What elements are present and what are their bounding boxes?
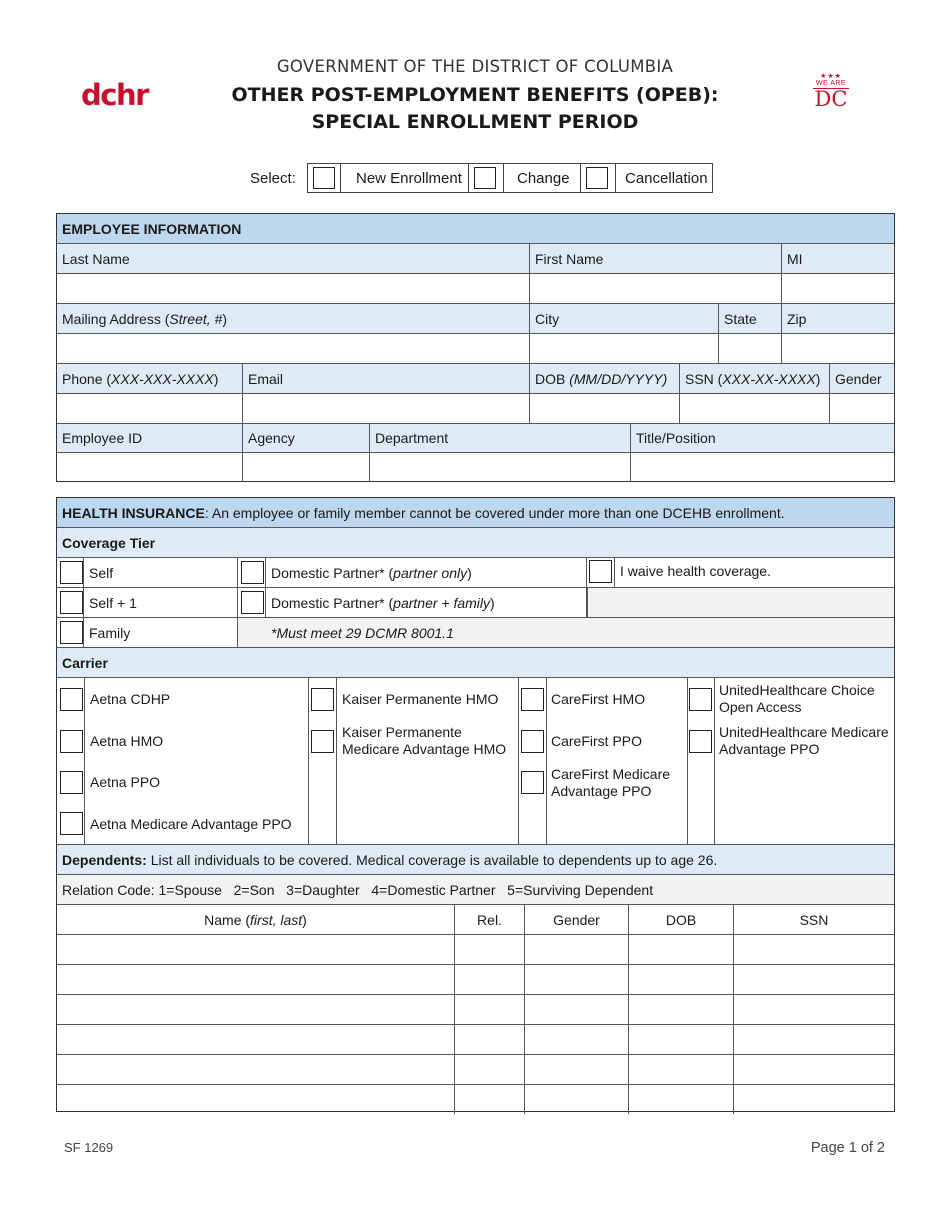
select-label: Select:	[250, 170, 296, 187]
domestic-partner-only-checkbox[interactable]	[241, 561, 264, 584]
aetna-hmo-checkbox[interactable]	[60, 730, 83, 753]
carefirst-ppo-label: CareFirst PPO	[551, 733, 643, 749]
kaiser-hmo-label: Kaiser Permanente HMO	[342, 691, 499, 707]
last-name-field[interactable]	[57, 274, 530, 303]
gender-field[interactable]	[830, 394, 894, 423]
change-label: Change	[517, 170, 570, 187]
dependent-rel-header: Rel.	[455, 905, 525, 934]
dependent-rel-field[interactable]	[455, 1085, 525, 1114]
dependent-name-field[interactable]	[57, 1025, 455, 1054]
title-position-field[interactable]	[631, 453, 894, 482]
carefirst-hmo-checkbox[interactable]	[521, 688, 544, 711]
ssn-field[interactable]	[680, 394, 830, 423]
government-heading: GOVERNMENT OF THE DISTRICT OF COLUMBIA	[276, 57, 674, 76]
dependent-name-field[interactable]	[57, 1085, 455, 1114]
dependent-dob-field[interactable]	[629, 1085, 734, 1114]
dependent-gender-field[interactable]	[525, 965, 629, 994]
dependent-rel-field[interactable]	[455, 935, 525, 964]
dependent-name-field[interactable]	[57, 995, 455, 1024]
we-are-dc-logo	[813, 73, 849, 110]
carefirst-medicare-advantage-ppo-checkbox[interactable]	[521, 771, 544, 794]
dependent-dob-field[interactable]	[629, 965, 734, 994]
aetna-ppo-label: Aetna PPO	[90, 774, 161, 790]
last-name-label: Last Name	[57, 244, 530, 273]
department-label: Department	[370, 424, 631, 452]
gender-label: Gender	[835, 370, 882, 387]
cancellation-label: Cancellation	[625, 170, 708, 187]
employee-information-table	[56, 213, 895, 482]
waive-coverage-label: I waive health coverage.	[620, 563, 771, 579]
waive-shaded-area	[587, 588, 894, 617]
dependent-ssn-field[interactable]	[734, 1085, 894, 1114]
dependent-dob-field[interactable]	[629, 995, 734, 1024]
aetna-medicare-advantage-ppo-label: Aetna Medicare Advantage PPO	[90, 816, 292, 832]
dependent-gender-field[interactable]	[525, 1085, 629, 1114]
carefirst-ppo-checkbox[interactable]	[521, 730, 544, 753]
carefirst-hmo-label: CareFirst HMO	[551, 691, 646, 707]
carefirst-medicare-advantage-ppo-label: CareFirst Medicare Advantage PPO	[551, 766, 671, 799]
phone-field[interactable]	[57, 394, 243, 423]
health-insurance-heading: HEALTH INSURANCE : An employee or family member cannot be covered under more than one DCEHB enrollment.	[62, 504, 785, 521]
family-checkbox[interactable]	[60, 621, 83, 644]
kaiser-medicare-advantage-hmo-label: Kaiser Permanente Medicare Advantage HMO	[342, 724, 507, 757]
mi-field[interactable]	[782, 274, 894, 303]
dependent-gender-field[interactable]	[525, 995, 629, 1024]
dependent-row	[57, 1025, 894, 1055]
kaiser-hmo-checkbox[interactable]	[311, 688, 334, 711]
agency-label: Agency	[243, 424, 370, 452]
form-number: SF 1269	[64, 1140, 114, 1155]
agency-field[interactable]	[243, 453, 370, 482]
dependent-rel-field[interactable]	[455, 1055, 525, 1084]
self-plus-one-label: Self + 1	[84, 588, 238, 617]
dependent-dob-field[interactable]	[629, 1025, 734, 1054]
employee-info-heading: EMPLOYEE INFORMATION	[62, 220, 242, 237]
self-label: Self	[84, 558, 238, 588]
first-name-field[interactable]	[530, 274, 782, 303]
dob-field[interactable]	[530, 394, 680, 423]
dependent-dob-field[interactable]	[629, 935, 734, 964]
health-insurance-table	[56, 497, 895, 1112]
mailing-address-field[interactable]	[57, 334, 530, 363]
dependent-gender-field[interactable]	[525, 1025, 629, 1054]
mailing-address-label: Mailing Address ( Street, # )	[57, 304, 530, 333]
aetna-cdhp-label: Aetna CDHP	[90, 691, 171, 707]
dependent-name-field[interactable]	[57, 1055, 455, 1084]
logo-main-text: DC	[814, 87, 848, 111]
aetna-cdhp-checkbox[interactable]	[60, 688, 83, 711]
uhc-choice-open-access-label: UnitedHealthcare Choice Open Access	[719, 682, 875, 715]
dob-label: DOB (MM/DD/YYYY)	[530, 364, 680, 393]
dependent-gender-field[interactable]	[525, 1055, 629, 1084]
dependent-ssn-field[interactable]	[734, 1055, 894, 1084]
title-position-label: Title/Position	[636, 430, 716, 446]
city-field[interactable]	[530, 334, 719, 363]
cancellation-checkbox[interactable]	[586, 167, 608, 189]
dependent-rel-field[interactable]	[455, 1025, 525, 1054]
department-field[interactable]	[370, 453, 631, 482]
email-label: Email	[243, 364, 530, 393]
relation-code-legend: Relation Code: 1=Spouse 2=Son 3=Daughter 4=Domestic Partner 5=Surviving Dependent	[62, 881, 654, 898]
aetna-hmo-label: Aetna HMO	[90, 733, 164, 749]
email-field[interactable]	[243, 394, 530, 423]
dependent-ssn-field[interactable]	[734, 1025, 894, 1054]
state-field[interactable]	[719, 334, 782, 363]
logo-top-text: WE ARE	[813, 80, 849, 89]
domestic-partner-only-label: Domestic Partner* ( partner only )	[266, 558, 587, 588]
dependent-ssn-header: SSN	[799, 911, 829, 928]
dependent-row	[57, 965, 894, 995]
kaiser-medicare-advantage-hmo-checkbox[interactable]	[311, 730, 334, 753]
aetna-ppo-checkbox[interactable]	[60, 771, 83, 794]
state-label: State	[719, 304, 782, 333]
change-checkbox[interactable]	[474, 167, 496, 189]
domestic-partner-family-label: Domestic Partner* ( partner + family )	[266, 588, 587, 617]
form-title-line1: OTHER POST-EMPLOYMENT BENEFITS (OPEB):	[231, 84, 719, 106]
aetna-medicare-advantage-ppo-checkbox[interactable]	[60, 812, 83, 835]
uhc-medicare-advantage-ppo-label: UnitedHealthcare Medicare Advantage PPO	[719, 724, 889, 757]
self-plus-one-checkbox[interactable]	[60, 591, 83, 614]
uhc-choice-open-access-checkbox[interactable]	[689, 688, 712, 711]
employee-id-field[interactable]	[57, 453, 243, 482]
dependent-gender-header: Gender	[525, 905, 629, 934]
new-enrollment-checkbox[interactable]	[313, 167, 335, 189]
dependent-name-field[interactable]	[57, 965, 455, 994]
dependent-ssn-field[interactable]	[734, 965, 894, 994]
dependent-dob-field[interactable]	[629, 1055, 734, 1084]
dependent-name-field[interactable]	[57, 935, 455, 964]
dependent-rel-field[interactable]	[455, 965, 525, 994]
dependent-ssn-field[interactable]	[734, 935, 894, 964]
dchr-logo: dchr	[81, 78, 148, 112]
dependent-ssn-field[interactable]	[734, 995, 894, 1024]
phone-label: Phone ( XXX-XXX-XXXX )	[57, 364, 243, 393]
zip-label: Zip	[787, 310, 807, 327]
form-title-line2: SPECIAL ENROLLMENT PERIOD	[311, 111, 639, 133]
employee-id-label: Employee ID	[57, 424, 243, 452]
dependent-gender-field[interactable]	[525, 935, 629, 964]
new-enrollment-label: New Enrollment	[356, 170, 462, 187]
city-label: City	[530, 304, 719, 333]
family-label: Family	[84, 618, 238, 647]
zip-field[interactable]	[782, 334, 894, 363]
domestic-partner-note: *Must meet 29 DCMR 8001.1	[238, 618, 894, 647]
dependent-rel-field[interactable]	[455, 995, 525, 1024]
uhc-medicare-advantage-ppo-checkbox[interactable]	[689, 730, 712, 753]
mi-label: MI	[787, 250, 803, 267]
dependent-row	[57, 1055, 894, 1085]
waive-coverage-checkbox[interactable]	[589, 560, 612, 583]
self-checkbox[interactable]	[60, 561, 83, 584]
page-number: Page 1 of 2	[810, 1140, 885, 1156]
domestic-partner-family-checkbox[interactable]	[241, 591, 264, 614]
carrier-section	[57, 678, 894, 845]
dependent-dob-header: DOB	[629, 905, 734, 934]
dependent-row	[57, 1085, 894, 1114]
ssn-label: SSN ( XXX-XX-XXXX )	[680, 364, 830, 393]
dependents-heading: Dependents: List all individuals to be covered. Medical coverage is available to dependents up to age 26.	[62, 851, 718, 868]
dependent-name-header: Name ( first, last )	[57, 905, 455, 934]
dependent-row	[57, 995, 894, 1025]
carrier-heading: Carrier	[62, 654, 108, 671]
coverage-tier-heading: Coverage Tier	[62, 534, 156, 551]
first-name-label: First Name	[530, 244, 782, 273]
dependent-row	[57, 935, 894, 965]
stars-icon: ★★★	[820, 73, 842, 80]
